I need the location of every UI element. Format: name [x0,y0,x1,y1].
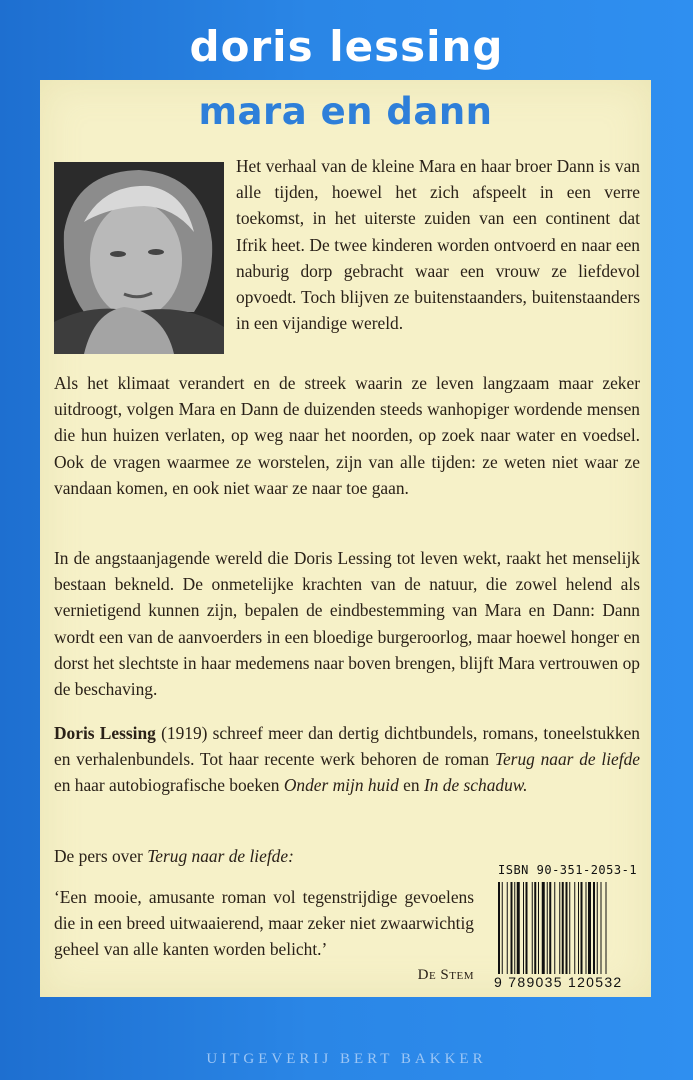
author-name: doris lessing [189,22,504,71]
press-book-title: Terug naar de liefde: [147,846,294,866]
paragraph-2: Als het klimaat verandert en de streek waarin ze leven langzaam maar zeker uitdroogt, volgen Mara en Dann de duizenden steeds wanhopiger wordende mensen die hun huizen verlaten, op weg naar het noorden, op zoek naar water en voedsel. Ook de vragen waarmee ze worstelen, zijn van alle tijden: ze weten niet waar ze vandaan komen, en ook niet waar ze naar toe gaan. [54,373,640,498]
paragraph-1: Het verhaal van de kleine Mara en haar broer Dann is van alle tijden, hoewel het zich afspeelt in een verre toekomst, in het uiterste zuiden van een continent dat Ifrik heet. De twee kinderen worden ontvoerd en naar een naburig dorp gebracht waar een vrouw ze liefdevol opvoedt. Toch blijven ze buitenstaanders, buitenstaanders in een vijandige wereld. [236,156,640,334]
barcode-number: 9 789035 120532 [494,974,623,990]
press-intro: De pers over [54,846,148,866]
author-bio [54,720,640,799]
bio-text-c: en [398,775,424,796]
book-title: mara en dann [198,90,493,133]
publisher-name: UITGEVERIJ BERT BAKKER [206,1051,487,1067]
isbn-text: ISBN 90-351-2053-1 [498,863,638,877]
paragraph-3: In de angstaanjagende wereld die Doris Lessing tot leven wekt, raakt het menselijk bestaan bekneld. De onmetelijke krachten van de natuur, die zowel helend als vernietigend kunnen zijn, bepalen de eindbestemming van Mara en Dann: Dann wordt een van de aanvoerders in een bloedige burgeroorlog, maar hoewel honger en dorst het slechtste in haar medemens naar boven brengen, blijft Mara vertrouwen op de beschaving. [54,548,640,700]
bio-author-name: Doris Lessing [54,723,156,743]
bio-text-b: en haar autobiografische boeken [54,775,284,796]
bio-book-3: In de schaduw. [423,775,528,796]
bio-book-2: Onder mijn huid [283,775,399,796]
bio-text-a: (1919) schreef meer dan dertig dichtbundels, romans, toneelstukken en verhalenbundels. Tot haar recente werk behoren de roman [54,723,640,770]
bio-book-1: Terug naar de liefde [494,749,641,770]
barcode [498,882,648,974]
back-cover-panel [40,80,651,997]
press-heading [54,846,294,867]
author-photo [54,162,224,354]
quote-source: De Stem [417,967,474,983]
press-quote: ‘Een mooie, amusante roman vol tegenstrijdige gevoelens die in een breed uitwaaierend, maar zeker niet zwaarwichtig geheel van alle kanten worden belicht.’ [54,887,474,960]
